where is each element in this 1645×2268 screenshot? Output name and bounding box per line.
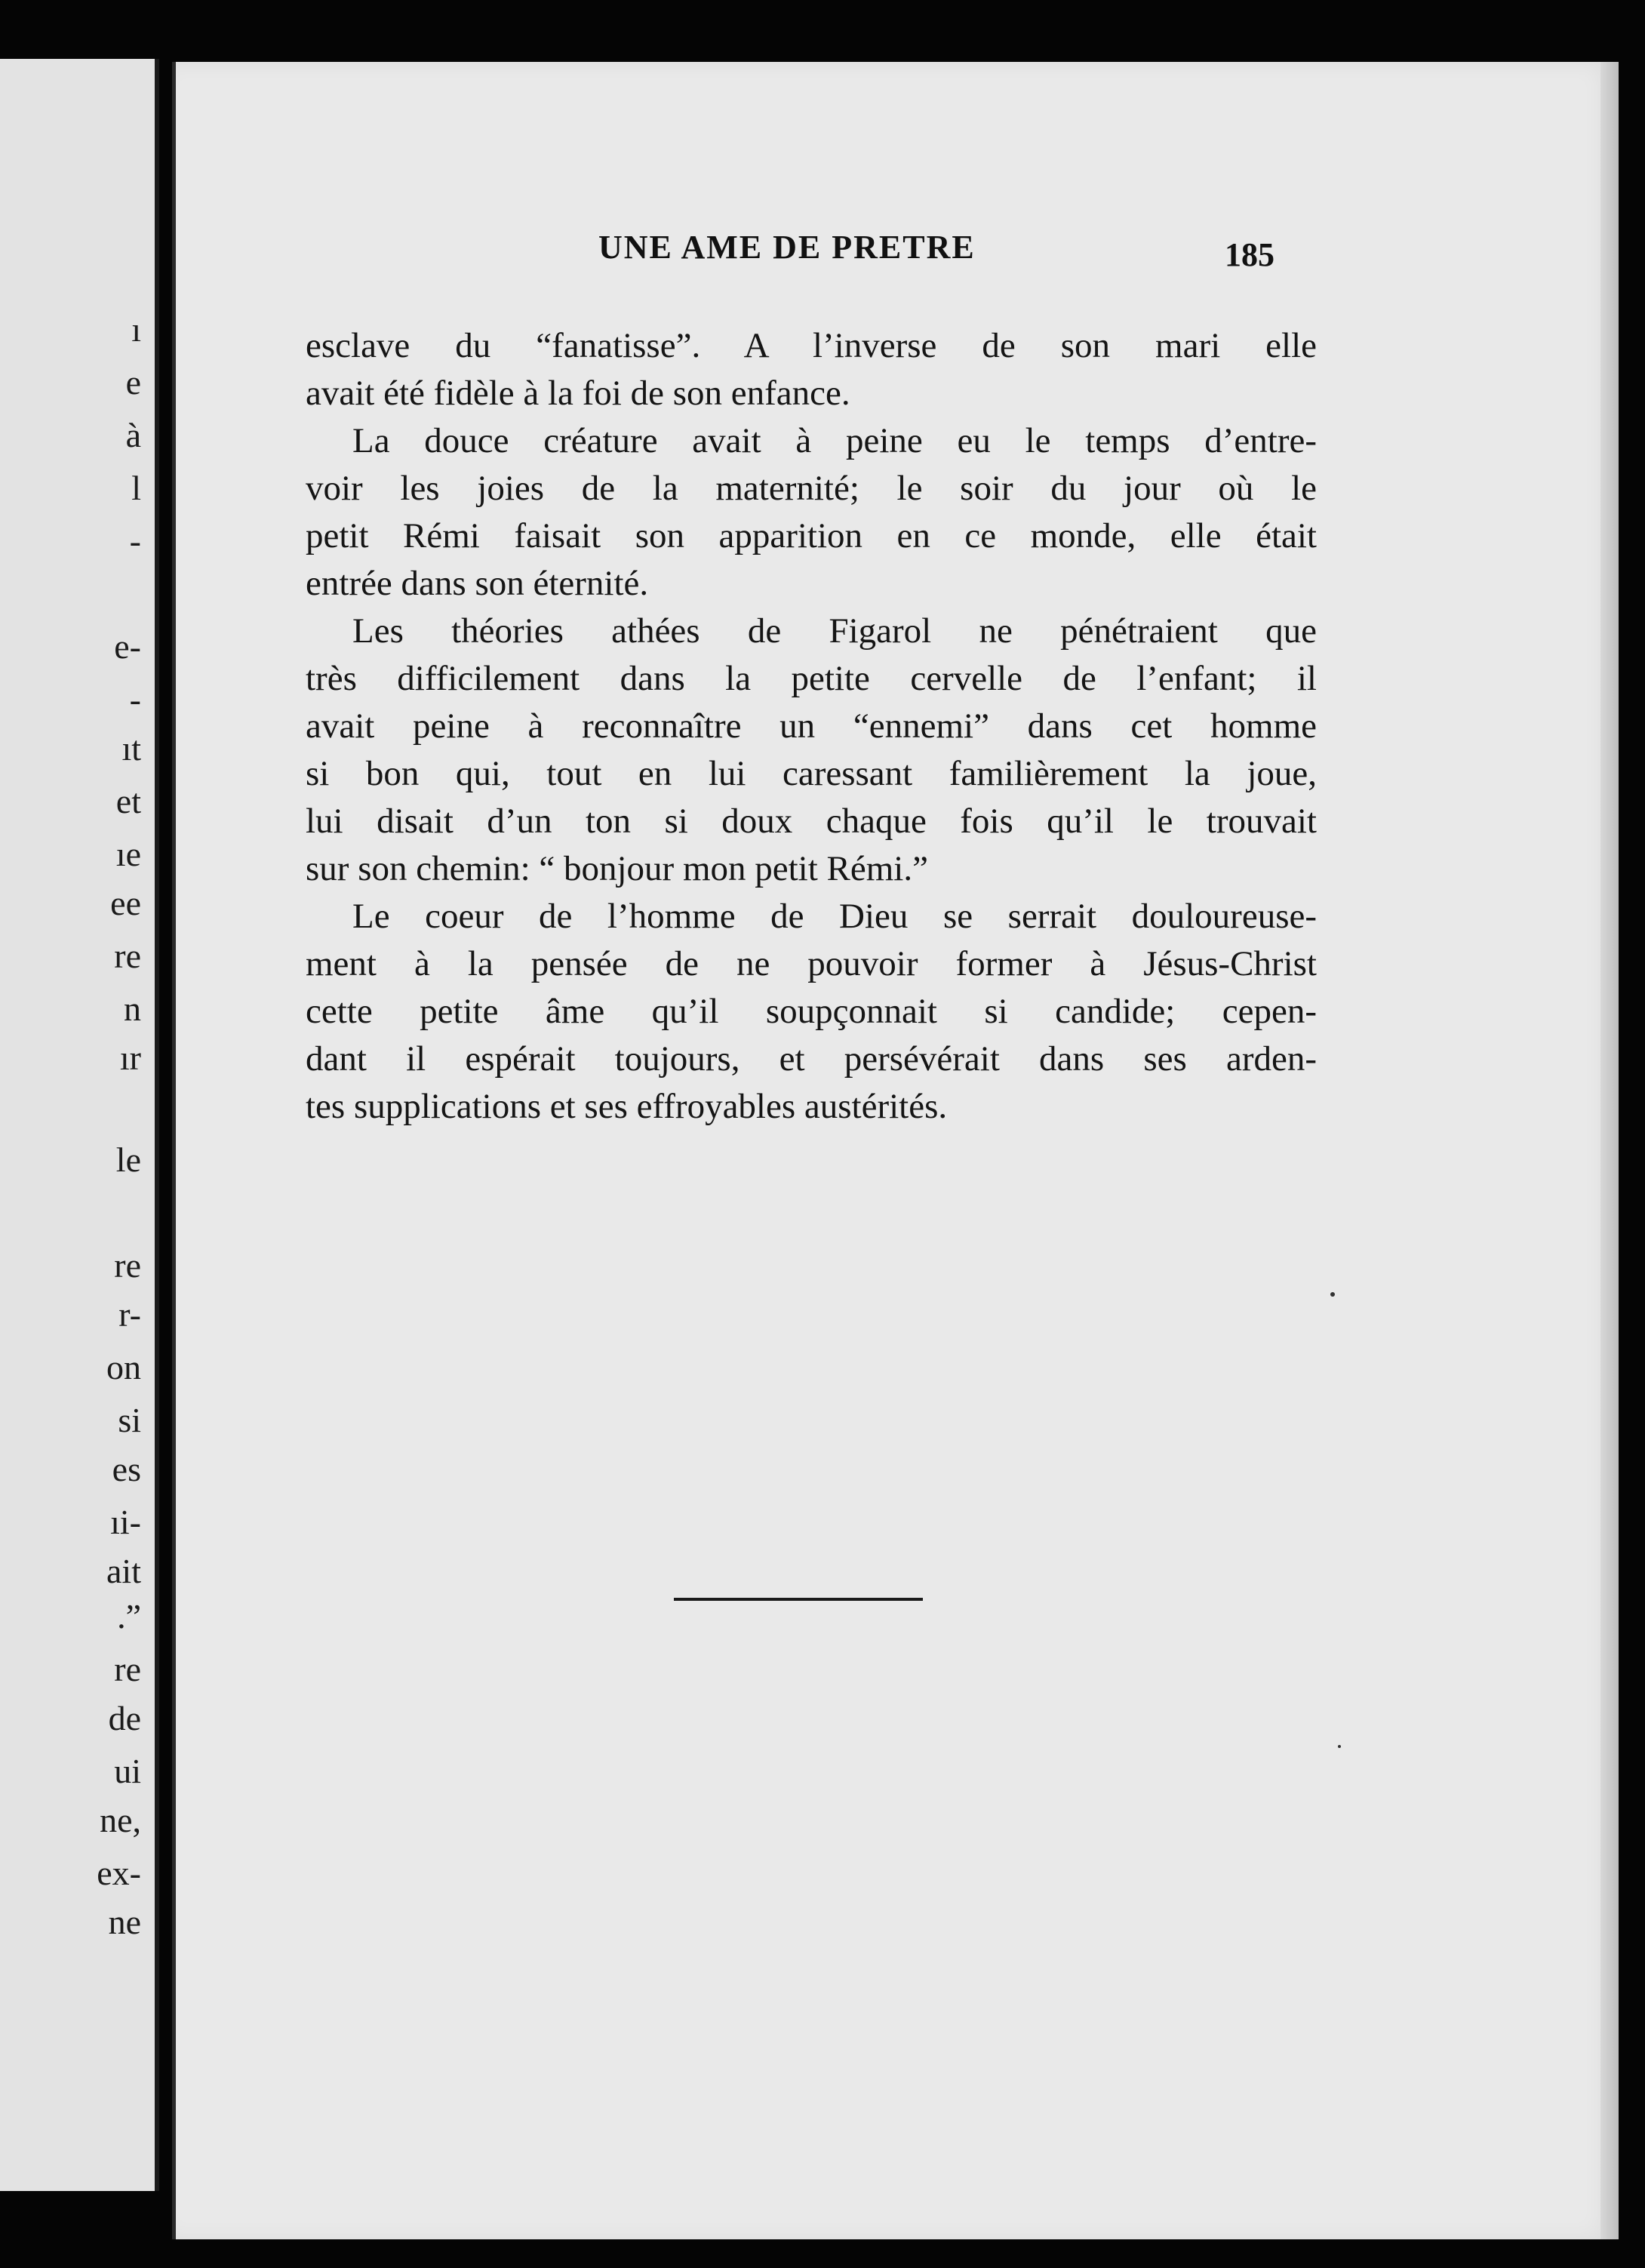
paragraph <box>306 322 1317 417</box>
text-line: Le coeur de l’homme de Dieu se serrait douloureuse- <box>352 897 1317 936</box>
left-page-fragment: à <box>125 416 141 454</box>
text-line: avait peine à reconnaître un “ennemi” dans cet homme <box>306 706 1317 746</box>
text-line: très difficilement dans la petite cervelle de l’enfant; il <box>306 659 1317 698</box>
left-page-text-fragments <box>0 59 155 2191</box>
text-line: La douce créature avait à peine eu le temps d’entre- <box>352 421 1317 460</box>
left-page-fragment: ui <box>114 1752 141 1790</box>
left-page-fragment: ı <box>131 310 141 349</box>
text-line: voir les joies de la maternité; le soir du jour où le <box>306 469 1317 508</box>
text-line: petit Rémi faisait son apparition en ce monde, elle était <box>306 516 1317 555</box>
running-head: UNE AME DE PRETRE <box>598 229 976 266</box>
left-page-fragment: es <box>112 1450 141 1488</box>
left-page-fragment: - <box>129 680 141 719</box>
left-page-fragment: - <box>129 522 141 560</box>
body-text <box>306 322 1317 1131</box>
left-page-fragment: ait <box>106 1552 141 1590</box>
left-page-fragment: on <box>106 1348 141 1386</box>
left-page-fragment: e- <box>114 627 141 666</box>
text-line: ment à la pensée de ne pouvoir former à Jésus-Christ <box>306 944 1317 983</box>
text-line: cette petite âme qu’il soupçonnait si candide; cepen- <box>306 992 1317 1031</box>
paragraph <box>306 893 1317 1131</box>
left-page-fragment: ır <box>119 1039 141 1077</box>
left-page-fragment: re <box>114 1650 141 1688</box>
left-page-fragment: ıi- <box>110 1503 141 1541</box>
left-facing-page <box>0 59 159 2191</box>
left-page-fragment: ex- <box>97 1854 141 1892</box>
text-line: tes supplications et ses effroyables austérités. <box>306 1087 948 1126</box>
text-line: entrée dans son éternité. <box>306 564 649 603</box>
left-page-fragment: le <box>115 1140 141 1179</box>
left-page-fragment: si <box>118 1401 141 1439</box>
right-page <box>172 62 1619 2239</box>
text-line: lui disait d’un ton si doux chaque fois qu’il le trouvait <box>306 802 1317 841</box>
left-page-fragment: ne <box>108 1903 141 1941</box>
page-number: 185 <box>1225 236 1274 273</box>
end-of-chapter-rule <box>674 1598 923 1601</box>
left-page-fragment: re <box>114 937 141 975</box>
left-page-fragment: ıe <box>115 835 141 873</box>
text-line: si bon qui, tout en lui caressant familièrement la joue, <box>306 754 1317 793</box>
left-page-fragment: l <box>131 469 141 507</box>
scan-speck <box>1330 1292 1335 1297</box>
paragraph <box>306 608 1317 893</box>
text-line: dant il espérait toujours, et persévérait dans ses arden- <box>306 1039 1317 1079</box>
left-page-fragment: re <box>114 1246 141 1285</box>
left-page-fragment: de <box>108 1699 141 1737</box>
left-page-fragment: r- <box>118 1295 141 1334</box>
left-page-fragment: ee <box>110 884 141 922</box>
text-line: sur son chemin: “ bonjour mon petit Rémi.” <box>306 849 928 888</box>
left-page-fragment: n <box>124 989 141 1028</box>
left-page-fragment: et <box>115 782 141 820</box>
text-line: esclave du “fanatisse”. A l’inverse de son mari elle <box>306 326 1317 365</box>
paragraph <box>306 417 1317 608</box>
page-edge <box>1600 62 1619 2239</box>
left-page-fragment: .” <box>117 1597 141 1636</box>
text-line: avait été fidèle à la foi de son enfance. <box>306 374 850 413</box>
left-page-fragment: ıt <box>121 729 141 768</box>
left-page-fragment: e <box>125 363 141 402</box>
left-page-fragment: ne, <box>100 1801 141 1839</box>
text-line: Les théories athées de Figarol ne pénétraient que <box>352 611 1317 651</box>
scan-speck <box>1338 1745 1341 1748</box>
